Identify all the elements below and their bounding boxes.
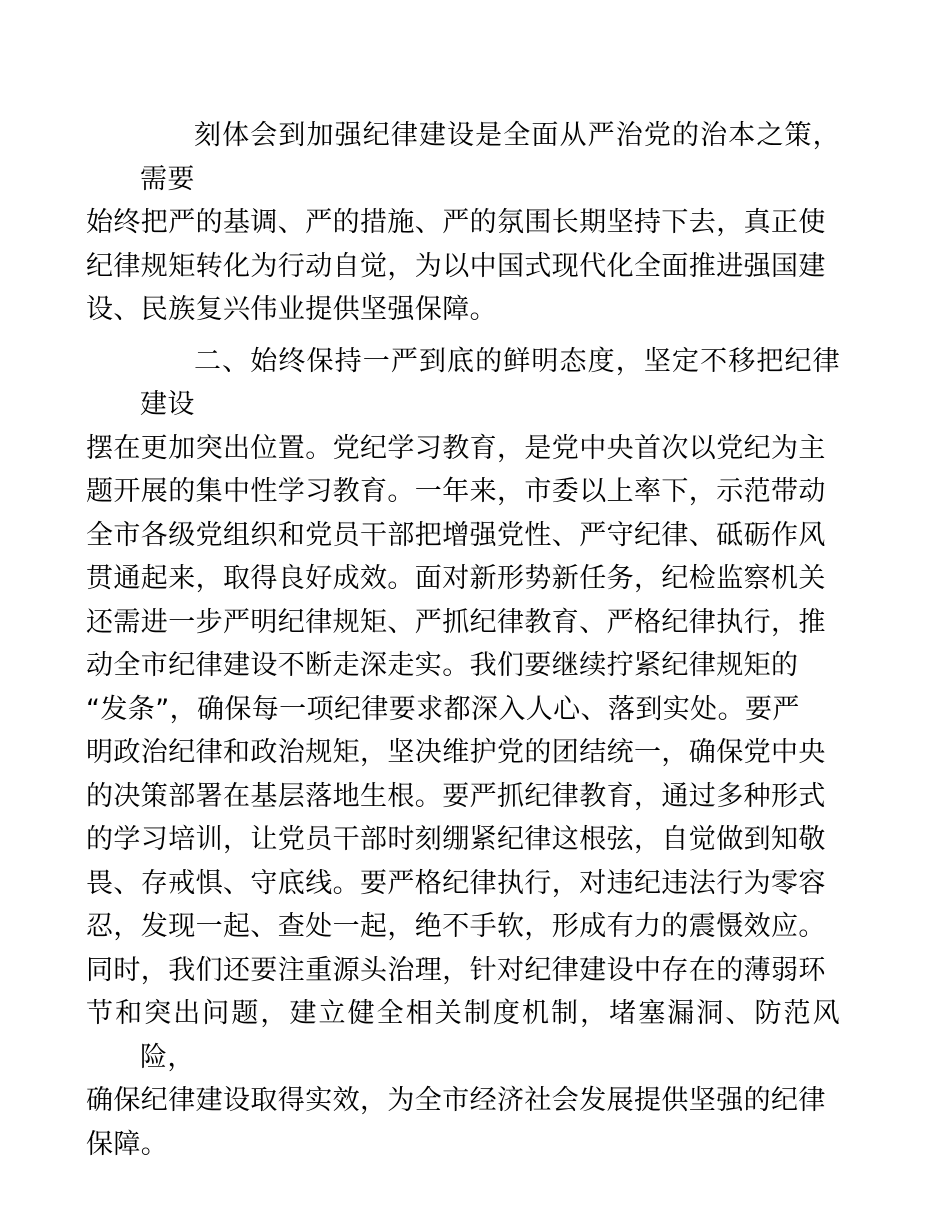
paragraph-2-line-7: 动全市纪律建设不断走深走实。我们要继续拧紧纪律规矩的 — [86, 650, 799, 681]
paragraph-2-line-2: 摆在更加突出位置。党纪学习教育，是党中央首次以党纪为主 — [86, 432, 826, 464]
paragraph-1 — [86, 114, 840, 332]
paragraph-1-line-2: 始终把严的基调、严的措施、严的氛围长期坚持下去，真正使 — [86, 207, 826, 238]
paragraph-2-line-1: 二、始终保持一严到底的鲜明态度，坚定不移把纪律建设 — [140, 345, 840, 420]
body-text — [86, 114, 840, 1166]
paragraph-1-line-3: 纪律规矩转化为行动自觉，为以中国式现代化全面推进强国建 — [86, 250, 826, 282]
paragraph-2-line-15: 节和突出问题，建立健全相关制度机制，堵塞漏洞、防范风险， — [86, 998, 840, 1073]
paragraph-2-line-3: 题开展的集中性学习教育。一年来，市委以上率下，示范带动 — [86, 476, 826, 507]
paragraph-2-line-14: 同时，我们还要注重源头治理，针对纪律建设中存在的薄弱环 — [86, 954, 826, 986]
paragraph-2-line-16: 确保纪律建设取得实效，为全市经济社会发展提供坚强的纪律 — [86, 1085, 826, 1116]
paragraph-2 — [86, 340, 840, 1167]
paragraph-2-line-9: 明政治纪律和政治规矩，坚决维护党的团结统一，确保党中央 — [86, 737, 826, 768]
paragraph-1-line-1: 刻体会到加强纪律建设是全面从严治党的治本之策，需要 — [140, 120, 840, 195]
paragraph-2-line-13: 忍，发现一起、查处一起，绝不手软，形成有力的震慑效应。 — [86, 911, 826, 942]
paragraph-2-line-4: 全市各级党组织和党员干部把增强党性、严守纪律、砥砺作风 — [86, 519, 826, 551]
paragraph-2-line-17: 保障。 — [86, 1128, 169, 1160]
paragraph-2-line-11: 的学习培训，让党员干部时刻绷紧纪律这根弦，自觉做到知敬 — [86, 824, 826, 855]
paragraph-2-line-5: 贯通起来，取得良好成效。面对新形势新任务，纪检监察机关 — [86, 563, 826, 594]
paragraph-2-line-10: 的决策部署在基层落地生根。要严抓纪律教育，通过多种形式 — [86, 780, 826, 812]
paragraph-2-line-8: “发条”，确保每一项纪律要求都深入人心、落到实处。要严 — [86, 693, 800, 725]
paragraph-2-line-6: 还需进一步严明纪律规矩、严抓纪律教育、严格纪律执行，推 — [86, 606, 826, 638]
paragraph-2-line-12: 畏、存戒惧、守底线。要严格纪律执行，对违纪违法行为零容 — [86, 867, 826, 899]
paragraph-1-line-4: 设、民族复兴伟业提供坚强保障。 — [86, 294, 497, 325]
